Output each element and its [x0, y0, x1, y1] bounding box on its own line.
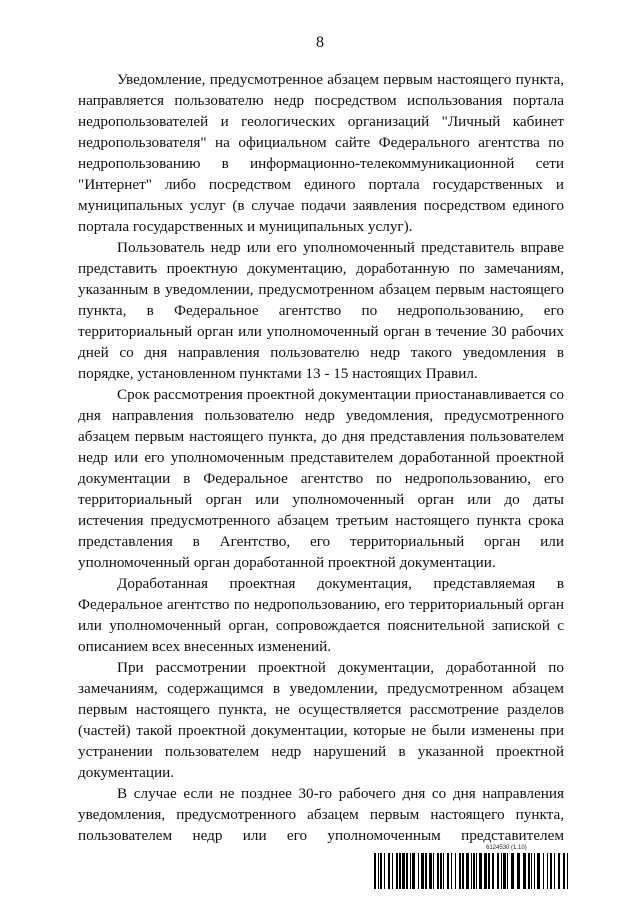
barcode-bar — [388, 853, 390, 889]
barcode-bar — [492, 853, 494, 889]
paragraph-4: Доработанная проектная документация, представляемая в Федеральное агентство по недропользованию, его территориальный орган или уполномоченный орган, сопровождается пояснительной запиской с описанием всех внесенных изменений. — [78, 575, 564, 655]
barcode-bar — [537, 853, 540, 889]
barcode-bar — [534, 853, 535, 889]
barcode-bar — [451, 853, 452, 889]
barcode-bar — [479, 853, 482, 889]
barcode-bar — [528, 853, 530, 889]
barcode-bar — [378, 853, 379, 889]
barcode-bar — [517, 853, 520, 889]
barcode-bar — [531, 853, 532, 889]
barcode-bar — [503, 853, 506, 889]
barcode-image — [374, 853, 570, 889]
barcode-bar — [392, 853, 393, 889]
barcode-bar — [447, 853, 449, 889]
barcode-bar — [543, 853, 544, 889]
barcode-bar — [396, 853, 398, 889]
page-number: 8 — [316, 34, 324, 51]
barcode-bar — [380, 853, 382, 889]
barcode-bar — [567, 853, 568, 889]
barcode-bar — [459, 853, 461, 889]
barcode-bar — [421, 853, 424, 889]
document-body — [78, 69, 564, 846]
barcode-bar — [473, 853, 475, 889]
barcode-bar — [374, 853, 376, 889]
barcode-bar — [558, 853, 560, 889]
barcode-bar — [563, 853, 565, 889]
document-code: 6124530 (1.10) — [486, 845, 527, 851]
barcode-bar — [497, 853, 499, 889]
barcode-bar — [466, 853, 469, 889]
barcode-bar — [406, 853, 408, 889]
barcode-bar — [501, 853, 502, 889]
barcode-bar — [412, 853, 415, 889]
barcode-bar — [433, 853, 434, 889]
barcode-bar — [418, 853, 419, 889]
barcode-bar — [425, 853, 427, 889]
barcode-bar — [550, 853, 552, 889]
paragraph-2: Пользователь недр или его уполномоченный представитель вправе представить проектную документацию, доработанную по замечаниям, указанным в уведомлении, предусмотренном абзацем первым настоящего пункта, в Федеральное агентство по недропользованию, его территориальный орган или уполномоченный орган в течение 30 рабочих дней со дня направления пользователю недр такого уведомления в порядке, установленном пунктами 13 - 15 настоящих Правил. — [78, 239, 564, 382]
barcode-bar — [547, 853, 548, 889]
barcode-bar — [462, 853, 464, 889]
paragraph-3: Срок рассмотрения проектной документации приостанавливается со дня направления пользователю недр уведомления, предусмотренного абзацем первым настоящего пункта, до дня представления пользователем недр или его уполномоченным представителем доработанной проектной документации в Федеральное агентство по недропользованию, его территориальный орган или уполномоченный орган или до даты истечения предусмотренного абзацем третьим настоящего пункта срока представления в Агентство, его территориальный орган или уполномоченный орган доработанной проектной документации. — [78, 386, 564, 571]
barcode-bar — [410, 853, 411, 889]
barcode-bar — [511, 853, 514, 889]
barcode-bar — [399, 853, 401, 889]
paragraph-5: При рассмотрении проектной документации, доработанной по замечаниям, содержащимся в уведомлении, предусмотренном абзацем первым настоящего пункта, не осуществляется рассмотрение разделов (частей) такой проектной документации, которые не были изменены при устранении пользователем недр нарушений в указанной проектной документации. — [78, 659, 564, 781]
barcode-bar — [455, 853, 456, 889]
paragraph-1: Уведомление, предусмотренное абзацем первым настоящего пункта, направляется пользователю недр посредством использования портала недропользователей и геологических организаций "Личный кабинет недропользователя" на официальном сайте Федерального агентства по недропользованию в информационно-телекоммуникационной сети "Интернет" либо посредством единого портала государственных и муниципальных услуг (в случае подачи заявления посредством единого портала государственных и муниципальных услуг). — [78, 71, 564, 235]
barcode-bar — [440, 853, 442, 889]
barcode-bar — [507, 853, 508, 889]
barcode-bar — [488, 853, 490, 889]
barcode-bar — [484, 853, 487, 889]
barcode-bar — [523, 853, 526, 889]
barcode-bar — [471, 853, 472, 889]
paragraph-6: В случае если не позднее 30-го рабочего дня со дня направления уведомления, предусмотренного абзацем первым настоящего пункта, пользователем недр или его уполномоченным представителем — [78, 785, 564, 844]
barcode-bar — [476, 853, 477, 889]
barcode-bar — [443, 853, 444, 889]
barcode-bar — [437, 853, 439, 889]
barcode-bar — [384, 853, 385, 889]
barcode-bar — [402, 853, 405, 889]
barcode-bar — [554, 853, 555, 889]
barcode-bar — [429, 853, 432, 889]
